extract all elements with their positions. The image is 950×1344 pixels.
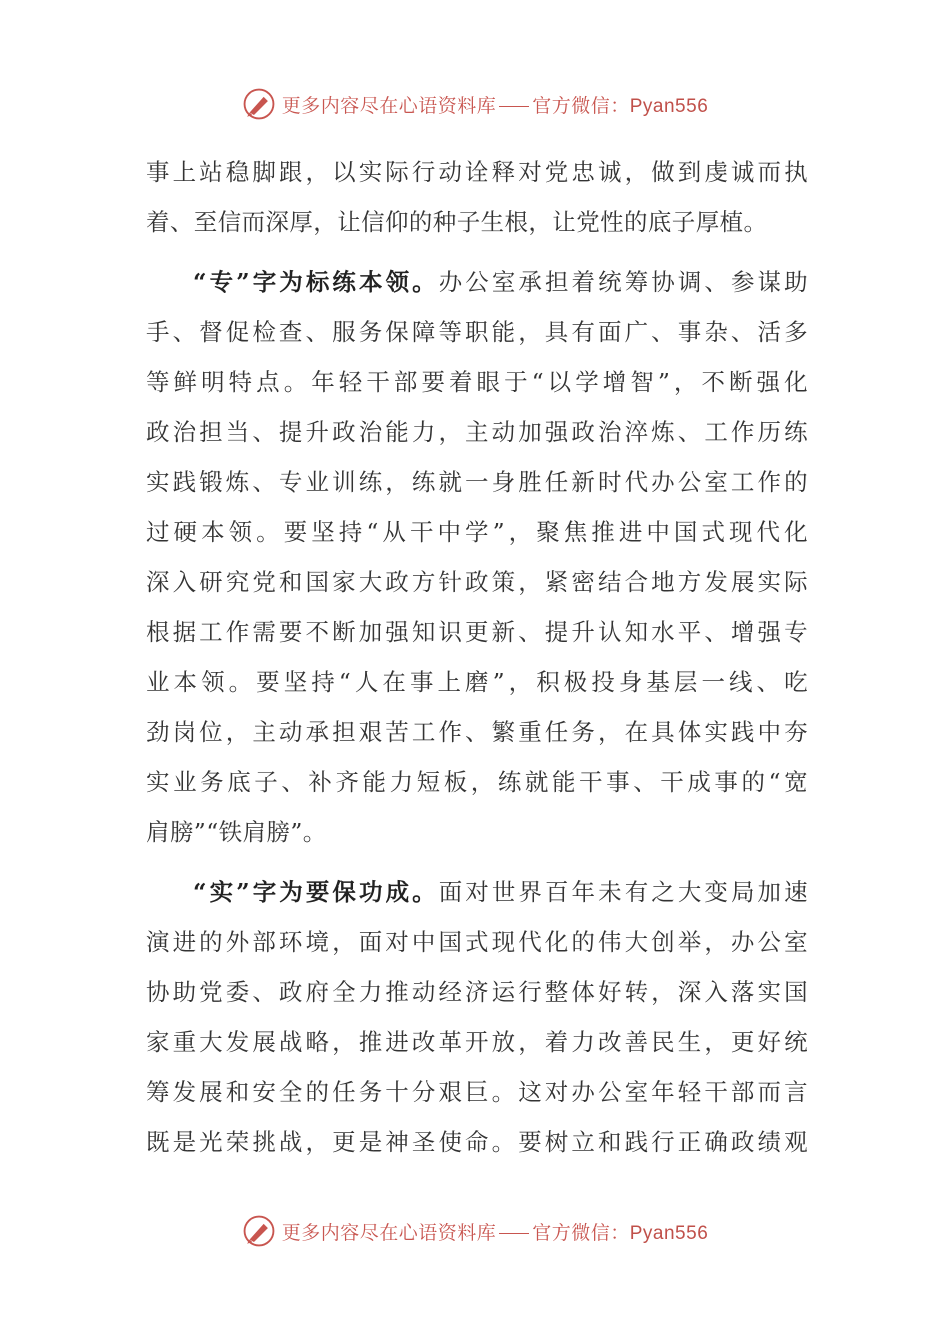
paragraph-lead-heading: “专”字为标练本领。 xyxy=(193,268,439,296)
text-line: 实业务底子、补齐能力短板，练就能干事、干成事的“宽 xyxy=(146,768,808,796)
footer-wechat-id: Pyan556 xyxy=(629,1222,709,1244)
text-line: 着、至信而深厚，让信仰的种子生根，让党性的底子厚植。 xyxy=(146,208,768,236)
text-line: 过硬本领。要坚持“从干中学”，聚焦推进中国式现代化 xyxy=(146,518,808,546)
text-line: 政治担当、提升政治能力，主动加强政治淬炼、工作历练 xyxy=(146,418,808,446)
pen-logo-icon xyxy=(242,1214,276,1248)
paragraph-first-line xyxy=(146,257,808,307)
document-body xyxy=(146,147,808,1167)
text-line: 手、督促检查、服务保障等职能，具有面广、事杂、活多 xyxy=(146,318,808,346)
footer-wechat-label: 官方微信： xyxy=(532,1221,630,1244)
text-line: 等鲜明特点。年轻干部要着眼于“以学增智”，不断强化 xyxy=(146,368,808,396)
text-line: 根据工作需要不断加强知识更新、提升认知水平、增强专 xyxy=(146,618,808,646)
header-wechat-id: Pyan556 xyxy=(629,95,709,117)
paragraph-lead-heading: “实”字为要保功成。 xyxy=(193,878,439,906)
text-line: 肩膀”“铁肩膀”。 xyxy=(146,818,327,846)
text-line: 演进的外部环境，面对中国式现代化的伟大创举，办公室 xyxy=(146,928,808,956)
text-line: 实践锻炼、专业训练，练就一身胜任新时代办公室工作的 xyxy=(146,468,808,496)
text-line: 既是光荣挑战，更是神圣使命。要树立和践行正确政绩观 xyxy=(146,1128,808,1156)
text-line: 业本领。要坚持“人在事上磨”，积极投身基层一线、吃 xyxy=(146,668,808,696)
text-line: 协助党委、政府全力推动经济运行整体好转，深入落实国 xyxy=(146,978,808,1006)
paragraph-first-line xyxy=(146,867,808,917)
text-line: 筹发展和安全的任务十分艰巨。这对办公室年轻干部而言 xyxy=(146,1078,808,1106)
footer-banner xyxy=(0,1211,950,1251)
footer-dash xyxy=(499,1233,529,1234)
paragraph-first-text: 面对世界百年未有之大变局加速 xyxy=(438,878,808,906)
header-text: 更多内容尽在心语资料库 xyxy=(281,94,497,117)
header-dash xyxy=(499,106,529,107)
text-line: 劲岗位，主动承担艰苦工作、繁重任务，在具体实践中夯 xyxy=(146,718,808,746)
text-line: 事上站稳脚跟，以实际行动诠释对党忠诚，做到虔诚而执 xyxy=(146,158,808,186)
footer-text: 更多内容尽在心语资料库 xyxy=(281,1221,497,1244)
header-banner xyxy=(0,84,950,124)
paragraph-first-text: 办公室承担着统筹协调、参谋助 xyxy=(438,268,808,296)
header-wechat-label: 官方微信： xyxy=(532,94,630,117)
pen-logo-icon xyxy=(242,87,276,121)
text-line: 家重大发展战略，推进改革开放，着力改善民生，更好统 xyxy=(146,1028,808,1056)
text-line: 深入研究党和国家大政方针政策，紧密结合地方发展实际 xyxy=(146,568,808,596)
